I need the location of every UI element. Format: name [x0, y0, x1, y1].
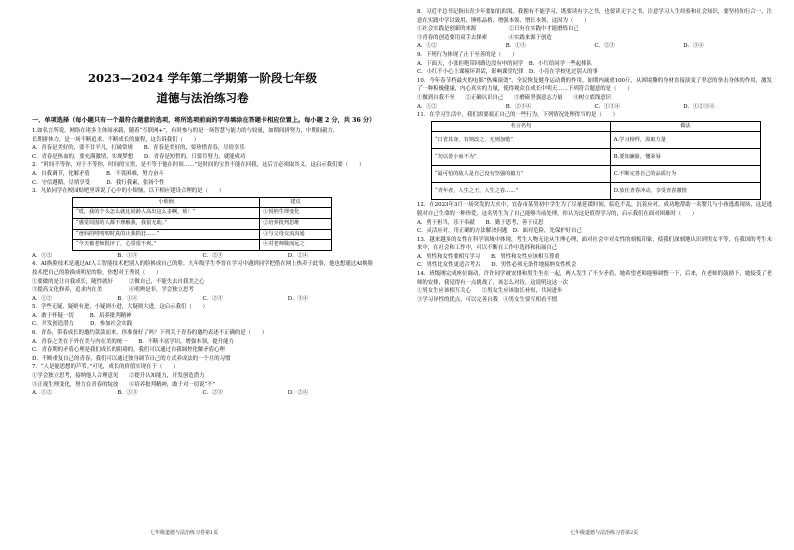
- table-cell: A.学习榜样，汲取力量: [610, 132, 760, 149]
- table-header: 建议: [260, 197, 332, 208]
- question-6: 6．青春，带着成长的邀约款款而来，你准备好了吗？下列关于青春的邀约表述不正确的是（ ）: [32, 330, 268, 337]
- table-cell: ②培养批判思维: [260, 218, 332, 229]
- question-5: 5．学些无疑，疑则有进，小疑则小进，大疑则大进，这启示我们（ ）: [32, 304, 208, 311]
- question-7: 7．“人是能思想的芦苇。”可见，成长的价值实现在于（ ）: [32, 364, 179, 371]
- question-11-table: [431, 121, 761, 201]
- question-14: 14．班级刚完成座位调动，许许同学被安排和男生坐在一起，两人发生了不少矛盾，她希望老师能够调整一下，后来，在老师的鼓励下，她接受了老师的安排，我觉得有一点挑战了，该怎么对待，这说明这这一次: [417, 271, 772, 286]
- question-11: 11．在学习生活中，我们需要端正自己的一些行为，下列情况处理得当的是（ ）: [417, 112, 618, 119]
- table-cell: C.不断完善自己的品质行为: [610, 166, 760, 183]
- table-cell: “今天被老师批评了，心里很不爽。”: [73, 240, 260, 251]
- question-7-choice: ①学会独立思考，接纳他人合理意见 ②提升认知能力，开发创造潜力: [32, 373, 205, 380]
- table-cell: B.要知廉耻，懂荣辱: [610, 149, 760, 166]
- question-7-options: [32, 389, 373, 398]
- question-14-choice: ③学习异性的优点，可以完善自我 ④男女生要互相看不惯: [417, 296, 558, 303]
- question-3: 3．凡依同学在校园贴吧里诉说了心中的小烦恼，以下相应建设合理的是（ ）: [32, 188, 225, 195]
- question-13-option-ab: A．男性和女性要相互学习 B．男性和女性应该相互尊重: [417, 253, 560, 260]
- option: A．①②: [417, 103, 438, 110]
- table-cell: ④对老师敬而远之: [260, 240, 332, 251]
- question-4-options: [32, 295, 373, 304]
- question-12-option-cd: C．灵活应对，用正确的方法解决问题 D．面对危险，先保护好自己: [417, 228, 582, 235]
- table-header: 小烦恼: [73, 197, 260, 208]
- question-13: 13．越来越多的女性在科学领域中体现，考生人物无论从生理心理，面对社会中对女性的刻板印象，使我们深刻地认识到男女平等，在我国的考生未来中，在社会和工作中，可以不断在工作中选择和拓展自己: [417, 236, 772, 252]
- option: C．②③: [594, 43, 615, 50]
- option: D．①②③④: [683, 103, 715, 110]
- page-footer-left: 七年级道德与法治练习卷第1页: [150, 530, 219, 536]
- page-right: [397, 0, 794, 550]
- table-cell: “日省其身，有则改之，无则加勉”: [432, 132, 611, 149]
- question-1: 1.如名言所说，网络在诸多主体间承载，随着“互联网+”，有时参与的是一场智慧与能力的与较量，如期间拼努力，中期间毅力，: [32, 128, 339, 134]
- question-5-option-ab: A．敢于怀疑一切 B．培养批判精神: [32, 312, 132, 319]
- exam-title: 2023—2024 学年第二学期第一阶段七年级: [87, 71, 318, 85]
- option: A．①②: [32, 295, 53, 302]
- option: C．②③: [202, 295, 223, 302]
- question-4: 4．AI换脸技术是通过AI人工智能技术把别人的脸换成自己的脸。九年级学生李晋在学习中遇到同学把借在网上热卖于此事，他也想通过AI换脸技术把自己的脸换成明星的脸，你想对王秀说（ ）: [32, 261, 373, 276]
- option: D．③④: [683, 43, 704, 50]
- question-1-text: 长期拼体力，是一场不断追求、不断成长的旅程，这告诉我们（ ）: [32, 136, 200, 143]
- question-9-option-ab: A．下面天，小张拒绝带回路边没有申的同学 B．小红给同学一些起排队: [417, 60, 592, 67]
- table-cell: “青年者，人生之王，人生之春……”: [432, 183, 611, 200]
- question-4-choice: ①要做的是让自我成长，随性就好 ②做自己，不能失去自我美之心: [32, 278, 205, 285]
- table-cell: “最可怕的敌人是自己没有坚强的毅力”: [432, 166, 611, 183]
- question-8: 8．习近平总书记指出青少年要如饥似渴，我拥有不能学习，既要读有字之书，也要读无字之书，注意学习人生经验和社会知识，要坚持知行合一，注意在实践中学以致用、锤炼品格、增强本领、增长本领，这因为（ ）: [417, 9, 772, 24]
- question-4-choice: ③提高文化修养，追求内在美 ④明辨是非，学会独立思考: [32, 287, 194, 294]
- table-cell: ③与父母交流沟通: [260, 229, 332, 240]
- question-10-choice: ①做到自我不至 ②正确认识自己 ③磨砺坚强意志力量 ④树立底线意识: [417, 94, 612, 101]
- question-3-table: [72, 197, 332, 251]
- table-cell: “哎，我的个头怎么就比同龄人高出这么多啊，烦！”: [73, 208, 260, 219]
- question-6-option-ab: A．青春之美在于外在美与内在美的统一 B．不断丰富学识，增强本领，提升能力: [32, 338, 234, 345]
- table-cell: D.放任青春冲动，享受青春激情: [610, 183, 760, 200]
- option: B．①③: [117, 390, 138, 397]
- option: B．②③④: [505, 103, 532, 110]
- page-footer-right: 七年级道德与法治练习卷第2页: [570, 530, 639, 536]
- question-2-option-cd: C．守信遵循，尽情享受 D．我行我素，张扬个性: [32, 179, 165, 186]
- question-6-option-c: C．青春期的矛盾心理是我们成长的阻碍的，我们可以通过自我调控化解矛盾心理: [32, 347, 225, 354]
- table-header: 名言名句: [432, 121, 611, 132]
- question-12-option-ab: A．勇于担当，乐于奉献 B．勤于思考，善于反思: [417, 219, 544, 226]
- table-cell: ①悦纳生理变化: [260, 208, 332, 219]
- question-13-option-cd: C．男性比女性更适合考古 D．男性必须无条件地接纳女性机会: [417, 262, 577, 269]
- question-10-options: [417, 103, 772, 112]
- question-12: 12．在2023年3月一场突发的大火中，宜春市某男初中学生为了尽量延缓时间，临危不乱，沉着应对，成功地帮助一名婴儿与小孩逃离现场，这是逃脱对自己生命的一种珍爱，这名男生为了自己能够当前处理，你认为这是值得学习的，启示我们在面对困难时（ ）: [417, 202, 772, 217]
- option: C．①③④: [594, 103, 621, 110]
- option: D．②④: [287, 252, 309, 259]
- section-heading: 一、单项选择（每小题只有一个最符合题意的选项，将所选项前面的字母填涂在答题卡相应位置上。每小题 2 分，共 36 分）: [32, 117, 376, 124]
- question-1-option-ab: A．青春是美好的，要不甘平凡，打破常规 B．青春是美好的，要珍惜青春，尽情享乐: [32, 145, 245, 152]
- question-2: 2．“时间不等你，对于不等你，时间的宝贵，是不等于他在时间……”是时间的宝贵不能在回我，这后言必须取其义。这启示我们要（ ）: [32, 162, 365, 169]
- question-9-option-cd: C．小红不小心上课撞坏讲话，影响课堂纪律 D．小亮在学校见过别人的事: [417, 69, 598, 76]
- question-8-options: [417, 42, 772, 51]
- question-14-choice: ①男女生应该相互关心 ②男女生应该取长补短，共同进步: [417, 288, 563, 295]
- option: C．②③: [202, 252, 223, 259]
- option: B．①③: [505, 43, 526, 50]
- question-9: 9．下列行为体现了止于至善的是（ ）: [417, 51, 518, 58]
- question-2-option-ab: A．自我调节，化解矛盾 B．不畏困难，努力奋斗: [32, 170, 164, 177]
- question-5-option-cd: C．开发创造潜力 D．参加社会实践: [32, 321, 133, 328]
- question-7-choice: ③正视生理变化，努力在青春的绽放 ④培养批判精神，敢于对一切说“不”: [32, 381, 216, 388]
- exam-subtitle: 道德与法治练习卷: [156, 91, 249, 105]
- option: C．②③: [202, 390, 223, 397]
- option: A．①②: [32, 252, 53, 259]
- question-8-choice: ①社会实践是创新的来源 ②只有在实践中才能磨炼自己: [417, 26, 579, 33]
- option: B．①③: [117, 252, 138, 259]
- option: A．①②: [417, 43, 438, 50]
- question-8-choice: ③青春的创造要用双手去探索 ④实践来源于创造: [417, 34, 552, 41]
- table-header: 做法: [610, 121, 760, 132]
- question-3-options: [32, 252, 373, 261]
- table-cell: “勿以善小而不为”: [432, 149, 611, 166]
- table-cell: “感觉周围的人都不理解我，我很无助。”: [73, 218, 260, 229]
- option: D．②④: [287, 390, 309, 397]
- question-1-option-cd: C．青春是热血的，要充满激情，实现梦想 D．青春是短暂的，只要肯努力，就能成功: [32, 153, 246, 160]
- question-6-option-d: D．不断重复自己的青春，我们可以通过独身调节自己的方式养成法的一个月的习惯: [32, 355, 231, 362]
- question-10: 10．今年春节档最火的电影“热辣滚烫”，全民恢复健身运动费的作用，如期内减重100斤，从困境撕的身材直接演变了坚忍的拳击身体的作用，激发了一种积极健康，内心真实的力量，使得观众在成长中明天……下列符合题意的是（ ）: [417, 77, 772, 93]
- option: D．③④: [287, 295, 309, 302]
- table-cell: “爸妈的唠叨叨时真的让我抓狂……”: [73, 229, 260, 240]
- option: A．①②: [32, 390, 53, 397]
- option: B．①④: [117, 295, 138, 302]
